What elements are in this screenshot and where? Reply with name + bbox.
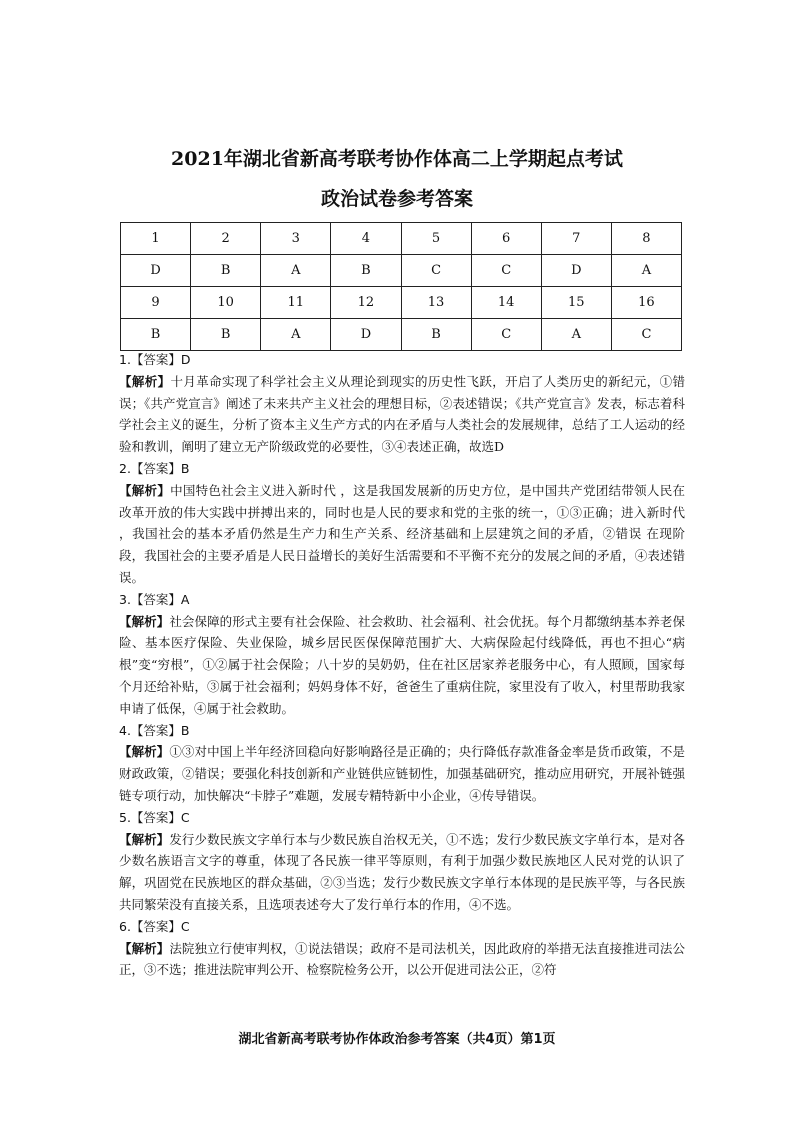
analysis-label: 【解析】 [119, 482, 171, 498]
question-3 [119, 589, 685, 720]
table-cell: D [541, 255, 611, 287]
analysis-paragraph [119, 480, 685, 589]
page-footer: 湖北省新高考联考协作体政治参考答案（共4页）第1页 [238, 1032, 556, 1047]
document-title: 2021年湖北省新高考联考协作体高二上学期起点考试 [171, 148, 623, 170]
question-2 [119, 458, 685, 589]
question-4 [119, 720, 685, 807]
analysis-label: 【解析】 [119, 373, 171, 389]
table-cell: 16 [611, 287, 681, 319]
analysis-paragraph [119, 938, 685, 982]
table-cell: B [191, 319, 261, 351]
table-row [121, 319, 682, 351]
table-cell: 4 [331, 223, 401, 255]
question-1 [119, 349, 685, 458]
analysis-label: 【解析】 [119, 831, 170, 847]
table-cell: B [191, 255, 261, 287]
analysis-text: ①③对中国上半年经济回稳向好影响路径是正确的；央行降低存款准备金率是货币政策，不是财政政策，②错误；要强化科技创新和产业链供应链韧性，加强基础研究，推动应用研究，开展补链强链专项行动，加快解决“卡脖子”难题，发展专精特新中小企业，④传导错误。 [119, 744, 685, 803]
analysis-text: 社会保障的形式主要有社会保险、社会救助、社会福利、社会优抚。每个月都缴纳基本养老保险、基本医疗保险、失业保险，城乡居民医保保障范围扩大、大病保险起付线降低，再也不担心“病根”变“穷根”，①②属于社会保险；八十岁的吴奶奶，住在社区居家养老服务中心，有人照顾，国家每个月还给补贴，③属于社会福利；妈妈身体不好，爸爸生了重病住院，家里没有了收入，村里帮助我家申请了低保，④属于社会救助。 [119, 613, 685, 716]
table-cell: D [121, 255, 191, 287]
analysis-label: 【解析】 [119, 744, 170, 760]
analysis-paragraph [119, 371, 685, 458]
table-cell: 10 [191, 287, 261, 319]
table-cell: C [401, 255, 471, 287]
table-cell: 3 [261, 223, 331, 255]
table-cell: 11 [261, 287, 331, 319]
table-cell: 14 [471, 287, 541, 319]
table-cell: 9 [121, 287, 191, 319]
table-cell: C [471, 255, 541, 287]
table-cell: 2 [191, 223, 261, 255]
answer-line: 2.【答案】B [119, 460, 190, 476]
answer-table [120, 222, 682, 351]
analysis-paragraph [119, 829, 685, 916]
analysis-label: 【解析】 [119, 613, 170, 629]
answer-line: 5.【答案】C [119, 809, 190, 825]
table-cell: 1 [121, 223, 191, 255]
table-cell: A [541, 319, 611, 351]
table-cell: 5 [401, 223, 471, 255]
analysis-paragraph [119, 741, 685, 806]
table-cell: C [611, 319, 681, 351]
table-cell: A [611, 255, 681, 287]
table-row [121, 223, 682, 255]
table-row [121, 287, 682, 319]
answer-line: 4.【答案】B [119, 722, 190, 738]
analysis-text: 十月革命实现了科学社会主义从理论到现实的历史性飞跃，开启了人类历史的新纪元，①错误；《共产党宣言》阐述了未来共产主义社会的理想目标，②表述错误；《共产党宣言》发表，标志着科学社会主义的诞生，分析了资本主义生产方式的内在矛盾与人类社会的发展规律，总结了工人运动的经验和教训，阐明了建立无产阶级政党的必要性，③④表述正确，故选D [119, 373, 685, 455]
table-cell: B [401, 319, 471, 351]
table-cell: 13 [401, 287, 471, 319]
analysis-text: 法院独立行使审判权，①说法错误；政府不是司法机关，因此政府的举措无法直接推进司法公正，③不选；推进法院审判公开、检察院检务公开，以公开促进司法公正，②符 [119, 940, 685, 978]
table-cell: A [261, 255, 331, 287]
answer-explanations [119, 349, 685, 981]
analysis-text: 发行少数民族文字单行本与少数民族自治权无关，①不选；发行少数民族文字单行本，是对各少数名族语言文字的尊重，体现了各民族一律平等原则，有利于加强少数民族地区人民对党的认识了解，巩固党在民族地区的群众基础，②③当选；发行少数民族文字单行本体现的是民族平等，与各民族共同繁荣没有直接关系，且选项表述夸大了发行单行本的作用，④不选。 [119, 831, 685, 912]
table-cell: 12 [331, 287, 401, 319]
table-row [121, 255, 682, 287]
analysis-label: 【解析】 [119, 940, 170, 956]
analysis-text: 中国特色社会主义进入新时代 ，这是我国发展新的历史方位，是中国共产党团结带领人民在改革开放的伟大实践中拼搏出来的，同时也是人民的要求和党的主张的统一，①③正确；进入新时代 ，我国社会的基本矛盾仍然是生产力和生产关系、经济基础和上层建筑之间的矛盾，②错误 在现阶段，我国社会的主要矛盾是人民日益增长的美好生活需要和不平衡不充分的发展之间的矛盾，④表述错误。 [119, 482, 685, 585]
table-cell: 15 [541, 287, 611, 319]
table-cell: D [331, 319, 401, 351]
answer-line: 1.【答案】D [119, 352, 191, 367]
table-cell: A [261, 319, 331, 351]
analysis-paragraph [119, 611, 685, 720]
document-subtitle: 政治试卷参考答案 [320, 188, 473, 210]
answer-line: 6.【答案】C [119, 918, 190, 934]
answer-line: 3.【答案】A [119, 591, 190, 607]
table-cell: 8 [611, 223, 681, 255]
question-5 [119, 807, 685, 916]
table-cell: 6 [471, 223, 541, 255]
table-cell: C [471, 319, 541, 351]
question-6 [119, 916, 685, 981]
table-cell: 7 [541, 223, 611, 255]
table-cell: B [121, 319, 191, 351]
table-cell: B [331, 255, 401, 287]
